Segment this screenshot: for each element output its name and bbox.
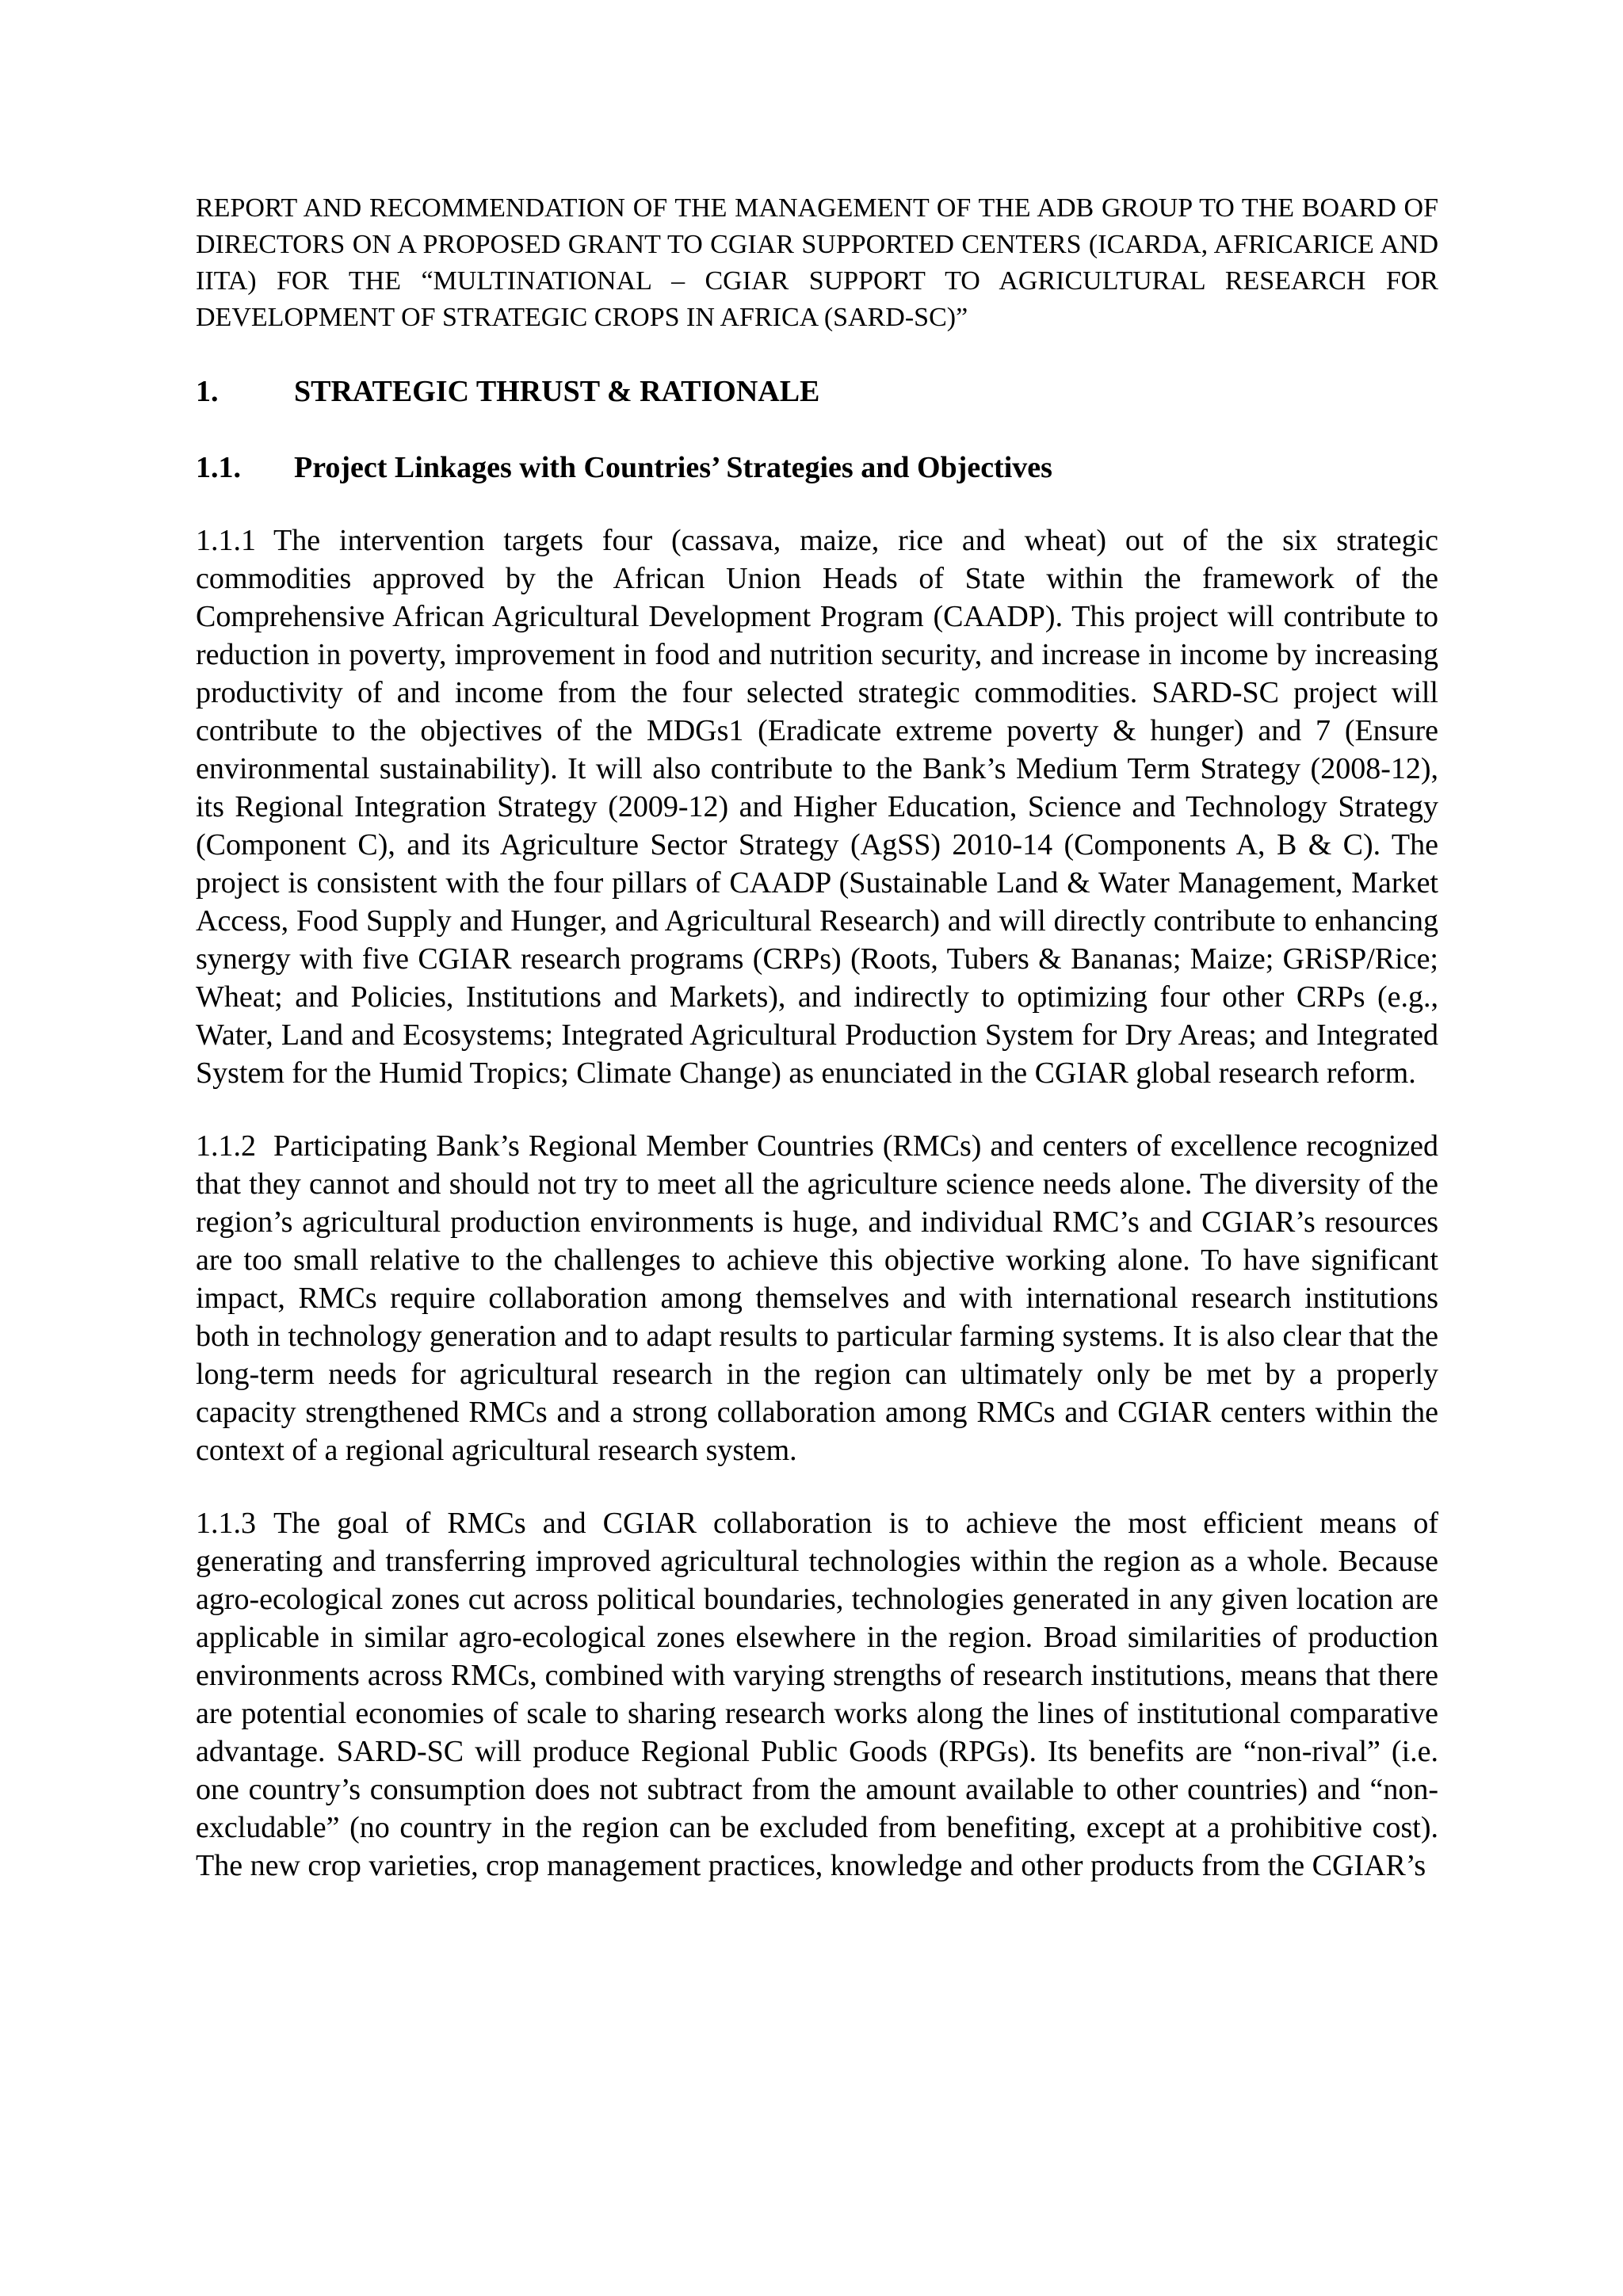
section-heading — [196, 374, 1438, 409]
document-page — [196, 190, 1438, 1885]
paragraph-number: 1.1.2 — [196, 1129, 256, 1163]
paragraph-1-1-3 — [196, 1504, 1438, 1885]
subsection-title: Project Linkages with Countries’ Strategies and Objectives — [294, 451, 1052, 484]
paragraph-text: The goal of RMCs and CGIAR collaboration is to achieve the most efficient means of generating and transferring improved agricultural technologies within the region as a whole. Because agro-ecological zones cut across political boundaries, technologies generated in any given location are applicable in similar agro-ecological zones elsewhere in the region. Broad similarities of production environments across RMCs, combined with varying strengths of research institutions, means that there are potential economies of scale to sharing research works along the lines of institutional comparative advantage. SARD-SC will produce Regional Public Goods (RPGs). Its benefits are “non-rival” (i.e. one country’s consumption does not subtract from the amount available to other countries) and “non-excludable” (no country in the region can be excluded from benefiting, except at a prohibitive cost). The new crop varieties, crop management practices, knowledge and other products from the CGIAR’s — [196, 1507, 1438, 1882]
report-title: REPORT AND RECOMMENDATION OF THE MANAGEMENT OF THE ADB GROUP TO THE BOARD OF DIRECTORS ON A PROPOSED GRANT TO CGIAR SUPPORTED CENTERS (ICARDA, AFRICARICE AND IITA) FOR THE “MULTINATIONAL – CGIAR SUPPORT TO AGRICULTURAL RESEARCH FOR DEVELOPMENT OF STRATEGIC CROPS IN AFRICA (SARD-SC)” — [196, 193, 1438, 332]
paragraph-1-1-1 — [196, 521, 1438, 1092]
section-number: 1. — [196, 375, 219, 408]
section-title: STRATEGIC THRUST & RATIONALE — [294, 375, 820, 408]
paragraph-number: 1.1.3 — [196, 1507, 256, 1540]
subsection-number: 1.1. — [196, 451, 241, 484]
subsection-heading — [196, 450, 1438, 485]
paragraph-text: The intervention targets four (cassava, maize, rice and wheat) out of the six strategic commodities approved by the African Union Heads of State within the framework of the Comprehensive African Agricultural Development Program (CAADP). This project will contribute to reduction in poverty, improvement in food and nutrition security, and increase in income by increasing productivity of and income from the four selected strategic commodities. SARD-SC project will contribute to the objectives of the MDGs1 (Eradicate extreme poverty & hunger) and 7 (Ensure environmental sustainability). It will also contribute to the Bank’s Medium Term Strategy (2008-12), its Regional Integration Strategy (2009-12) and Higher Education, Science and Technology Strategy (Component C), and its Agriculture Sector Strategy (AgSS) 2010-14 (Components A, B & C). The project is consistent with the four pillars of CAADP (Sustainable Land & Water Management, Market Access, Food Supply and Hunger, and Agricultural Research) and will directly contribute to enhancing synergy with five CGIAR research programs (CRPs) (Roots, Tubers & Bananas; Maize; GRiSP/Rice; Wheat; and Policies, Institutions and Markets), and indirectly to optimizing four other CRPs (e.g., Water, Land and Ecosystems; Integrated Agricultural Production System for Dry Areas; and Integrated System for the Humid Tropics; Climate Change) as enunciated in the CGIAR global research reform. — [196, 524, 1438, 1090]
paragraph-number: 1.1.1 — [196, 524, 256, 557]
paragraph-1-1-2 — [196, 1127, 1438, 1469]
paragraph-text: Participating Bank’s Regional Member Countries (RMCs) and centers of excellence recognized that they cannot and should not try to meet all the agriculture science needs alone. The diversity of the region’s agricultural production environments is huge, and individual RMC’s and CGIAR’s resources are too small relative to the challenges to achieve this objective working alone. To have significant impact, RMCs require collaboration among themselves and with international research institutions both in technology generation and to adapt results to particular farming systems. It is also clear that the long-term needs for agricultural research in the region can ultimately only be met by a properly capacity strengthened RMCs and a strong collaboration among RMCs and CGIAR centers within the context of a regional agricultural research system. — [196, 1129, 1438, 1467]
